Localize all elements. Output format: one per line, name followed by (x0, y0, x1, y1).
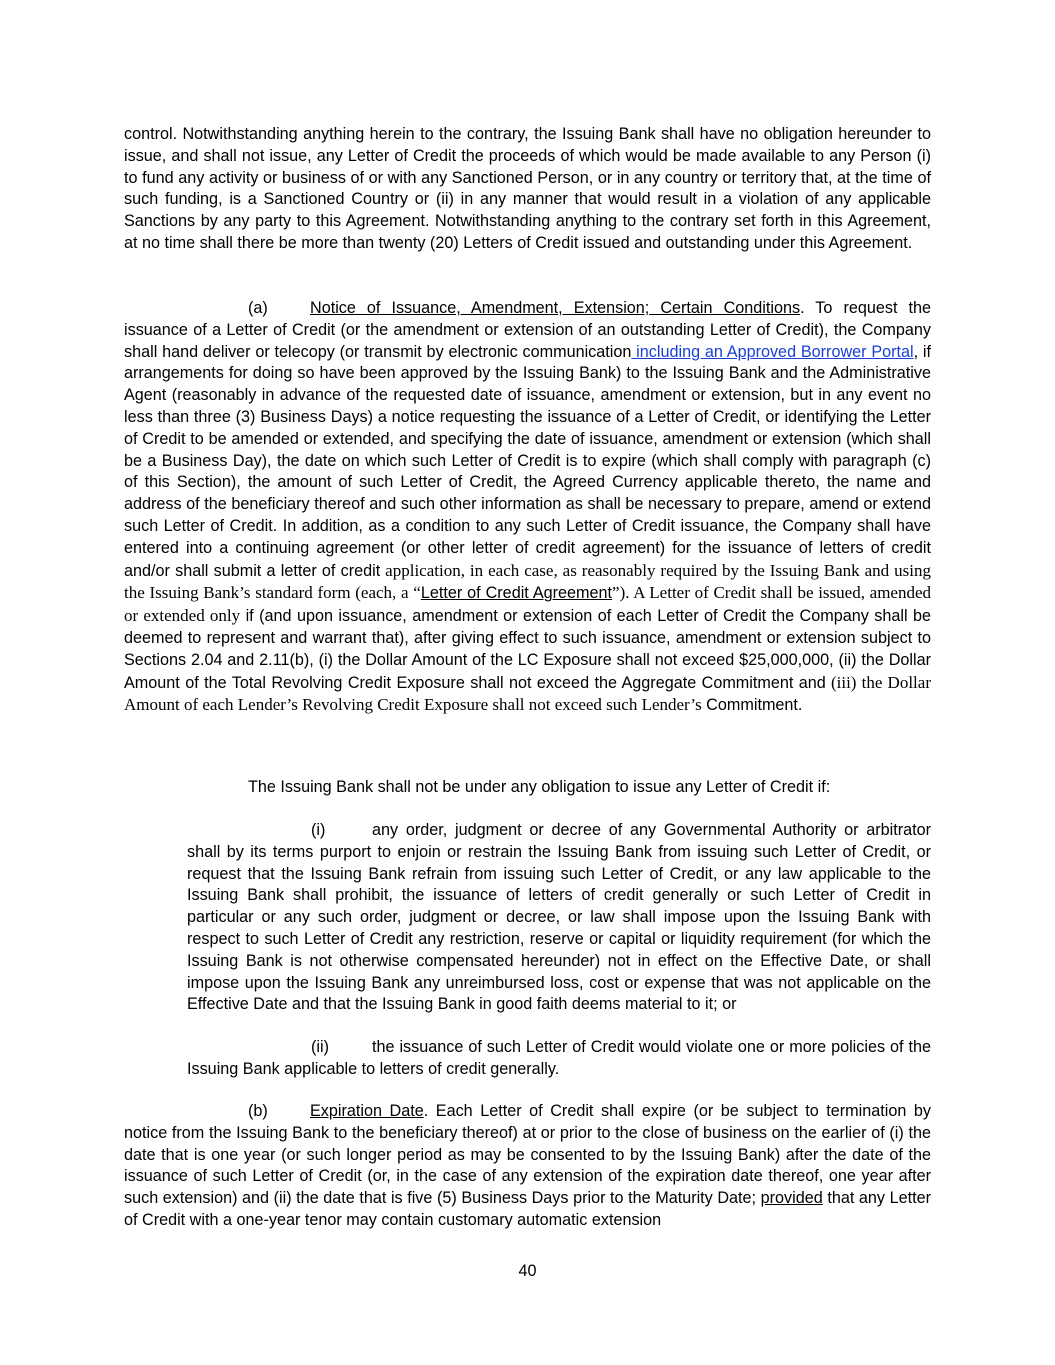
defined-term-lc-agreement: Letter of Credit Agreement (420, 584, 613, 603)
section-a-serif-3: (iii) the Dollar Amount of each Lender’s Revolving Credit Exposure shall not exceed such Lender’s (124, 672, 931, 715)
item-i-label: (i) (311, 821, 326, 839)
section-a-text-4: Commitment. (701, 696, 803, 715)
obligation-intro (124, 777, 931, 799)
section-a-text-1: . To request the issuance of a Letter of Credit (or the amendment or extension of an outstanding Letter of Credit), the Company shall hand deliver or telecopy (or transmit by electronic communication (124, 299, 931, 361)
item-ii-label: (ii) (311, 1038, 329, 1056)
page-number: 40 (518, 1262, 537, 1280)
item-ii-text: the issuance of such Letter of Credit would violate one or more policies of the Issuing Bank applicable to letters of credit generally. (187, 1038, 931, 1078)
section-a-heading: Notice of Issuance, Amendment, Extension; Certain Conditions (310, 299, 801, 317)
section-b-text-1: . Each Letter of Credit shall expire (or be subject to termination by notice from the Issuing Bank to the beneficiary thereof) at or prior to the close of business on the earlier of (i) the date that is one year (or such longer period as may be consented to by the Issuing Bank) after the date of the issuance of such Letter of Credit (or, in the case of any extension of the expiration date thereof, one year after such extension) and (ii) the date that is five (5) Business Days prior to the Maturity Date; (124, 1102, 931, 1208)
item-i-text: any order, judgment or decree of any Governmental Authority or arbitrator shall by its terms purport to enjoin or restrain the Issuing Bank from issuing such Letter of Credit, or request that the Issuing Bank refrain from issuing such Letter of Credit, or any law applicable to the Issuing Bank shall prohibit, the issuance of letters of credit generally or such Letter of Credit in particular or any such order, judgment or decree, or law shall impose upon the Issuing Bank with respect to such Letter of Credit any restriction, reserve or capital or liquidity requirement (for which the Issuing Bank is not otherwise compensated hereunder) not in effect on the Effective Date, or shall impose upon the Issuing Bank any unreimbursed loss, cost or expense that was not applicable on the Effective Date and that the Issuing Bank in good faith deems material to it; or (187, 821, 931, 1014)
section-a-text-3: if (and upon issuance, amendment or extension of each Letter of Credit the Company shall be deemed to represent and warrant that), after giving effect to such issuance, amendment or extension subject to Sections 2.04 and 2.11(b), (i) the Dollar Amount of the LC Exposure shall not exceed $25,000,000, (ii) the Dollar Amount of the Total Revolving Credit Exposure shall not exceed the Aggregate Commitment and (124, 607, 931, 692)
item-ii-paragraph (187, 1037, 931, 1081)
section-a-serif-1: application, in each case, as reasonably required by the Issuing Bank and using the Issuing Bank’s standard form (each, a “ (124, 560, 931, 603)
approved-borrower-portal-link[interactable]: including an Approved Borrower Portal (631, 342, 914, 361)
intro-paragraph: control. Notwithstanding anything herein to the contrary, the Issuing Bank shall have no obligation hereunder to issue, and shall not issue, any Letter of Credit the proceeds of which would be made available to any Person (i) to fund any activity or business of or with any Sanctioned Person, or in any country or territory that, at the time of such funding, is a Sanctioned Country or (ii) in any manner that would result in a violation of any applicable Sanctions by any party to this Agreement. Notwithstanding anything to the contrary set forth in this Agreement, at no time shall there be more than twenty (20) Letters of Credit issued and outstanding under this Agreement. (124, 125, 931, 252)
section-a-serif-2: ”). A Letter of Credit shall be issued, amended or extended only (124, 583, 932, 626)
section-b-label: (b) (248, 1102, 268, 1120)
proviso-term: provided (760, 1189, 823, 1208)
obligation-intro-text: The Issuing Bank shall not be under any obligation to issue any Letter of Credit if: (248, 778, 831, 796)
section-b-paragraph (124, 1101, 931, 1232)
item-i-paragraph (187, 820, 931, 1016)
section-b-text-2: that any Letter of Credit with a one-year tenor may contain customary automatic extension (124, 1189, 931, 1229)
section-a-label: (a) (248, 299, 268, 317)
section-a-paragraph (124, 298, 931, 717)
section-a-text-2: , if arrangements for doing so have been approved by the Issuing Bank) to the Issuing Bank and the Administrative Agent (reasonably in advance of the requested date of issuance, amendment or extension, but in any event no less than three (3) Business Days) a notice requesting the issuance of a Letter of Credit, or identifying the Letter of Credit to be amended or extended, and specifying the date of issuance, amendment or extension (which shall be a Business Day), the date on which such Letter of Credit is to expire (which shall comply with paragraph (c) of this Section), the amount of such Letter of Credit, the Agreed Currency applicable thereto, the name and address of the beneficiary thereof and such other information as shall be necessary to prepare, amend or extend such Letter of Credit. In addition, as a condition to any such Letter of Credit issuance, the Company shall have entered into a continuing agreement (or other letter of credit agreement) for the issuance of letters of credit and/or shall submit a letter of credit (124, 342, 931, 580)
section-b-heading: Expiration Date (310, 1102, 424, 1120)
